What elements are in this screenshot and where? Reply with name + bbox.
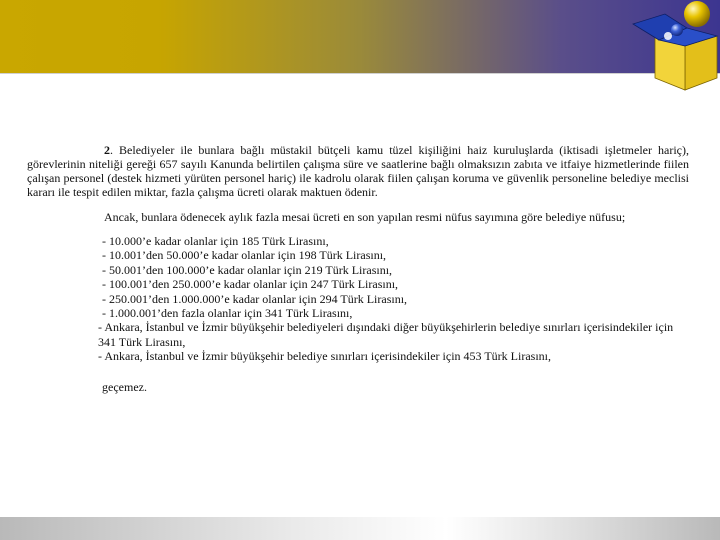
header-gradient-band bbox=[0, 0, 720, 73]
list-item: - 10.000’e kadar olanlar için 185 Türk Lirasını, bbox=[102, 234, 329, 248]
document-body bbox=[27, 143, 689, 394]
paragraph-1-text: . Belediyeler ile bunlara bağlı müstakil bütçeli kamu tüzel kişiliğini haiz kuruluşlarda (iktisadi işletmeler hariç), görevlerinin niteliği gereği 657 sayılı Kanunda belirtilen çalışma süre ve saatlerine bağlı olmaksızın zabıta ve itfaiye hizmetlerinde fiilen çalışan personel (destek hizmeti yürüten personel hariç) ile kadrolu olarak fiilen çalışan koruma ve güvenlik personeline belediye meclisi kararı ile tespit edilen miktar, fazla çalışma ücreti olarak maktuen ödenir. bbox=[27, 143, 689, 199]
list-item: - Ankara, İstanbul ve İzmir büyükşehir belediyeleri dışındaki diğer büyükşehirlerin belediye sınırları içerisindekiler için 341 Türk Lirasını, bbox=[98, 320, 674, 349]
rate-list bbox=[27, 234, 689, 364]
closing-text: geçemez. bbox=[102, 379, 147, 394]
list-item: - 50.001’den 100.000’e kadar olanlar için 219 Türk Lirasını, bbox=[102, 262, 393, 277]
list-item: - Ankara, İstanbul ve İzmir büyükşehir belediye sınırları içerisindekiler için 453 Türk Lirasını, bbox=[98, 349, 551, 364]
list-item: - 1.000.001’den fazla olanlar için 341 Türk Lirasını, bbox=[102, 306, 353, 321]
footer-gradient-band bbox=[0, 517, 720, 540]
paragraph-1 bbox=[27, 143, 689, 199]
header-divider bbox=[0, 73, 720, 74]
list-item: - 100.001’den 250.000’e kadar olanlar için 247 Türk Lirasını, bbox=[102, 277, 399, 292]
cube-with-spheres-icon bbox=[625, 0, 720, 92]
paragraph-number: 2 bbox=[104, 143, 110, 157]
paragraph-2: Ancak, bunlara ödenecek aylık fazla mesai ücreti en son yapılan resmi nüfus sayımına göre belediye nüfusu; bbox=[104, 210, 626, 224]
list-item: - 10.001’den 50.000’e kadar olanlar için 198 Türk Lirasını, bbox=[102, 248, 387, 263]
list-item: - 250.001’den 1.000.000’e kadar olanlar için 294 Türk Lirasını, bbox=[102, 291, 408, 306]
